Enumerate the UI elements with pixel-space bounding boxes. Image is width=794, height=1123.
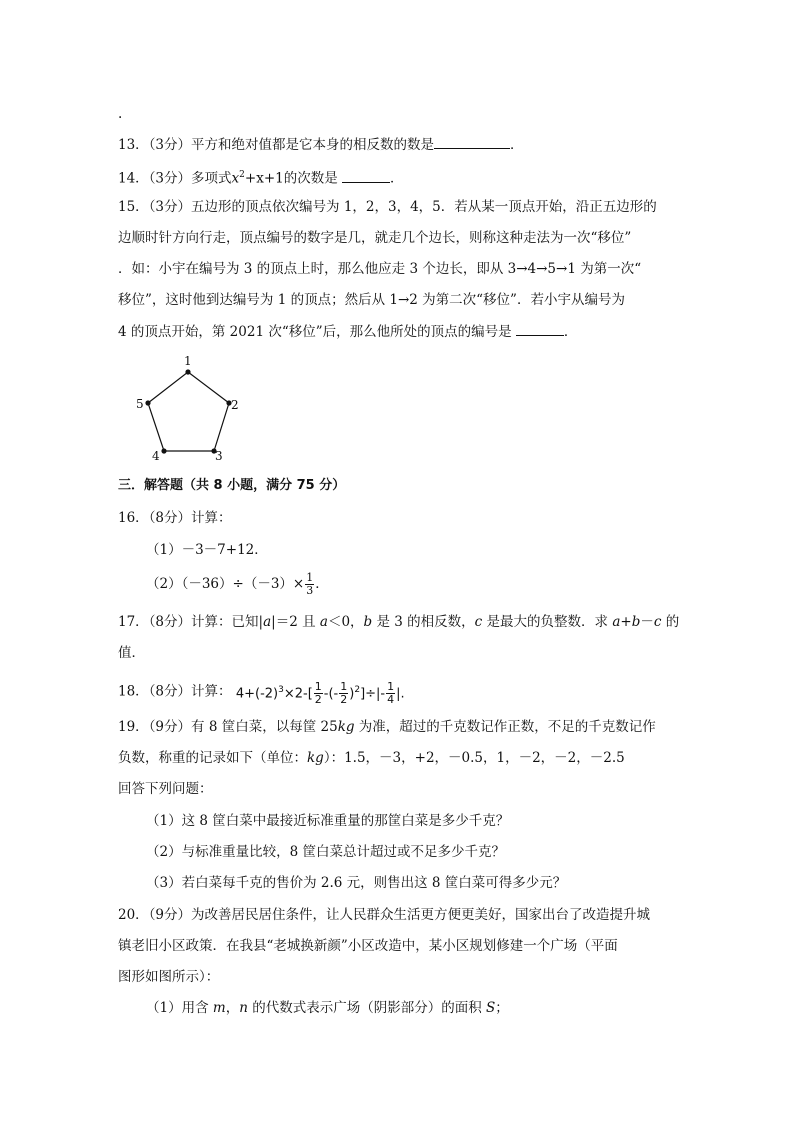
vertex-5 — [145, 400, 150, 405]
vertex-label-2: 2 — [231, 398, 239, 412]
vertex-label-4: 4 — [152, 449, 160, 463]
pentagon-shape — [148, 372, 229, 451]
math-expression: $4+(-2)^3\times 2-$[ $\frac{1}{2}$ -(- $\frac{1}{2}$ )$^2$]÷|- $\frac{1}{4}$ |. — [235, 680, 405, 707]
answer-blank-14[interactable] — [342, 168, 390, 183]
question-19-line-2: 负数，称重的记录如下（单位：kg）：1.5，－3，+2，－0.5，1，－2，－2，－2.5 — [118, 750, 625, 766]
question-20-part-1: （1）用含 m，n 的代数式表示广场（阴影部分）的面积 S； — [146, 1000, 509, 1016]
section-heading: 三．解答题（共 8 小题，满分 75 分） — [118, 478, 346, 493]
question-20-line-3: 图形如图所示）： — [118, 969, 220, 985]
question-14: 14．（3分）多项式$x^2+x+1$的次数是 ． — [118, 165, 404, 189]
question-20: 20．（9分）为改善居民居住条件，让人民群众生活更方便更美好，国家出台了改造提升城 — [118, 907, 651, 923]
question-16: 16．（8分）计算： — [118, 510, 232, 526]
vertex-label-5: 5 — [136, 397, 144, 411]
answer-blank-15[interactable] — [516, 321, 564, 336]
question-19-part-1: （1）这 8 筐白菜中最接近标准重量的那筐白菜是多少千克？ — [146, 813, 510, 829]
question-19-part-3: （3）若白菜每千克的售价为 2.6 元，则售出这 8 筐白菜可得多少元？ — [146, 875, 567, 891]
top-dot: . — [118, 106, 123, 122]
question-16-part-1: （1）－3－7+12． — [146, 542, 268, 558]
question-19-line-3: 回答下列问题： — [118, 781, 213, 797]
vertex-label-1: 1 — [184, 354, 192, 368]
question-19: 19．（9分）有 8 筐白菜，以每筐 25kg 为准，超过的千克数记作正数，不足的千克数记作 — [118, 719, 656, 735]
question-16-part-2: （2）（－36）÷（－3）× $\frac{1}{3}$ ． — [146, 571, 329, 597]
answer-blank-13[interactable] — [434, 134, 510, 149]
question-15-line-3: ．如：小宇在编号为 3 的顶点上时，那么他应走 3 个边长，即从 3→4→5→1 为第一次“ — [118, 261, 642, 277]
question-15-line-1: 15．（3分）五边形的顶点依次编号为 1，2，3，4，5．若从某一顶点开始，沿正五边形的 — [118, 199, 657, 215]
fraction-one-third: $\frac{1}{3}$ — [306, 571, 314, 597]
vertex-label-3: 3 — [215, 449, 223, 463]
question-17-line-2: 值． — [118, 645, 145, 661]
question-18: 18．（8分）计算： $4+(-2)^3\times 2-$[ $\frac{1}{2}$ -(- $\frac{1}{2}$ )$^2$]÷|- $\frac{1}{4}$ |. — [118, 672, 405, 712]
fraction-quarter: $\frac{1}{4}$ — [387, 680, 395, 707]
fraction-half-2: $\frac{1}{2}$ — [340, 680, 348, 707]
question-20-line-2: 镇老旧小区政策．在我县“老城换新颜”小区改造中，某小区规划修建一个广场（平面 — [118, 938, 618, 954]
vertex-1 — [185, 369, 190, 374]
fraction-half-1: $\frac{1}{2}$ — [314, 680, 322, 707]
question-15-line-4: 移位”，这时他到达编号为 1 的顶点；然后从 1→2 为第二次“移位”．若小宇从编号为 — [118, 292, 625, 308]
pentagon-figure — [130, 348, 250, 464]
question-13: 13．（3分）平方和绝对值都是它本身的相反数的数是 ． — [118, 134, 524, 155]
question-15-line-2: 边顺时针方向行走，顶点编号的数字是几，就走几个边长，则称这种走法为一次“移位” — [118, 230, 632, 246]
question-17: 17．（8分）计算：已知|a|＝2 且 a＜0，b 是 3 的相反数，c 是最大的负整数．求 a+b－c 的 — [118, 614, 680, 630]
question-19-part-2: （2）与标准重量比较，8 筐白菜总计超过或不足多少千克？ — [146, 844, 505, 860]
vertex-4 — [161, 448, 166, 453]
question-15-line-5: 4 的顶点开始，第 2021 次“移位”后，那么他所处的顶点的编号是 ． — [118, 321, 577, 342]
